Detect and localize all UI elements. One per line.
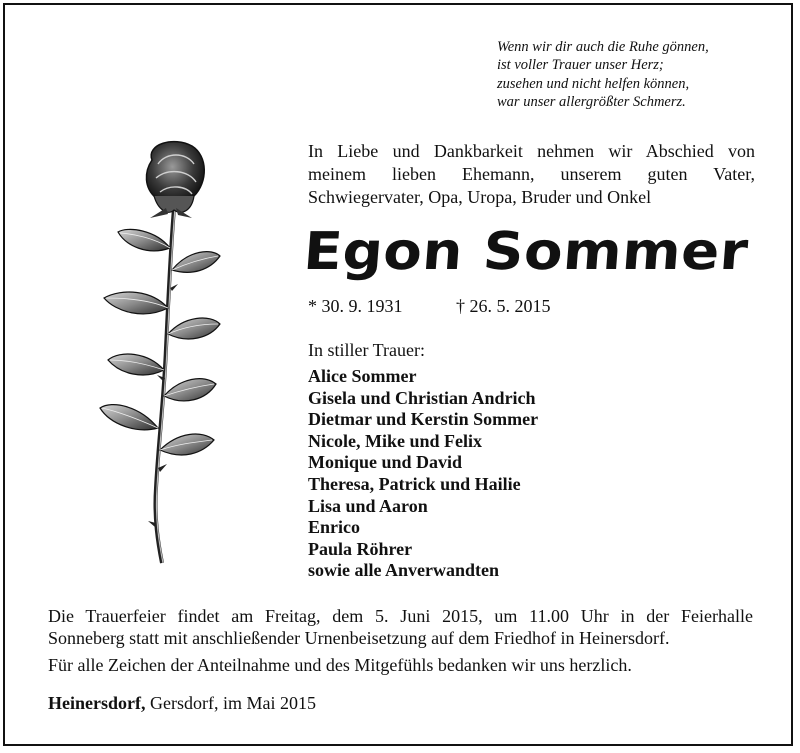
funeral-line: Die Trauerfeier findet am Freitag, dem 5. Juni 2015, um 11.00 Uhr in der Feierhalle — [48, 606, 753, 626]
intro-text — [308, 140, 755, 209]
funeral-notice — [48, 606, 753, 649]
poem-line: Wenn wir dir auch die Ruhe gönnen, — [497, 39, 709, 55]
birth-date: * 30. 9. 1931 — [308, 296, 403, 316]
rose-illustration — [96, 138, 226, 568]
poem-line: ist voller Trauer unser Herz; — [497, 57, 664, 74]
intro-line: In Liebe und Dankbarkeit nehmen wir Abschied von — [308, 141, 755, 161]
mourner: Enrico — [308, 517, 360, 538]
intro-line: meinem lieben Ehemann, unserem guten Vater, — [308, 164, 755, 184]
mourner: Dietmar und Kerstin Sommer — [308, 409, 539, 430]
mourner: Monique und David — [308, 452, 463, 473]
mourning-label: In stiller Trauer: — [308, 340, 425, 360]
place-bold: Heinersdorf, — [48, 693, 146, 713]
deceased-name: Egon Sommer — [301, 222, 751, 282]
mourner: Theresa, Patrick und Hailie — [308, 473, 521, 494]
poem — [497, 38, 787, 111]
death-date: † 26. 5. 2015 — [456, 296, 551, 316]
place-rest: Gersdorf, im Mai 2015 — [145, 693, 316, 713]
mourner: Alice Sommer — [308, 366, 417, 386]
mourners-list — [308, 366, 538, 582]
life-dates — [308, 296, 551, 317]
intro-line: Schwiegervater, Opa, Uropa, Bruder und Onkel — [308, 187, 652, 207]
poem-line: zusehen und nicht helfen können, — [497, 75, 690, 92]
mourner: Paula Röhrer — [308, 538, 413, 559]
mourner: Gisela und Christian Andrich — [308, 387, 536, 408]
footer — [48, 606, 753, 677]
mourner: Nicole, Mike und Felix — [308, 430, 482, 451]
poem-line: war unser allergrößter Schmerz. — [497, 93, 686, 110]
place-date — [48, 693, 316, 714]
thanks-text: Für alle Zeichen der Anteilnahme und des Mitgefühls bedanken wir uns herzlich. — [48, 655, 632, 675]
mourner: sowie alle Anverwandten — [308, 560, 499, 581]
mourner: Lisa und Aaron — [308, 495, 428, 516]
funeral-line: Sonneberg statt mit anschließender Urnenbeisetzung auf dem Friedhof in Heinersdorf. — [48, 627, 670, 648]
